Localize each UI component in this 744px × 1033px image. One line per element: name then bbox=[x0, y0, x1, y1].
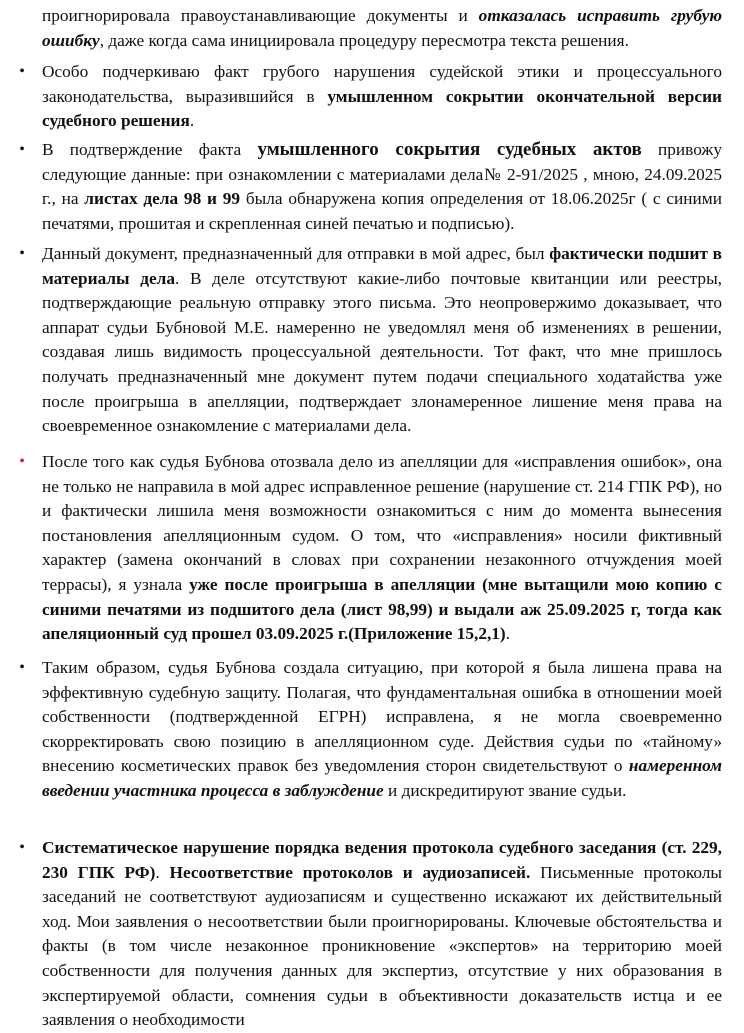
paragraph-bullet-appeal bbox=[19, 450, 722, 647]
text-segment: , даже когда сама инициировала процедуру пересмотра текста решения. bbox=[99, 30, 629, 50]
text-segment: . bbox=[189, 111, 195, 131]
paragraph-bullet-document bbox=[19, 242, 723, 439]
text-segment: Таким образом, судья Бубнова создала ситуацию, при которой я была лишена права на эффективную судебную защиту. Полагая, что фундаментальная ошибка в отношении моей собственности (подтвержденной ЕГРН) исправлена, я не могла своевременно скорректировать свою позицию в апелляционном суде. Действия судьи по «тайному» внесению косметических правок без уведомления сторон свидетельствуют о bbox=[42, 658, 722, 776]
emphasis-segment: умышленного сокрытия судебных актов bbox=[257, 139, 642, 160]
text-segment: . bbox=[155, 862, 170, 882]
bullet-icon: • bbox=[19, 245, 25, 262]
bullet-icon: • bbox=[19, 63, 25, 80]
text-segment: В подтверждение факта bbox=[42, 140, 258, 159]
text-segment: Особо подчеркиваю факт грубого нарушения судейской этики и процессуального законодательства, выразившийся в bbox=[42, 62, 722, 106]
paragraph-bullet-protocol bbox=[19, 836, 722, 1033]
red-bullet-icon: • bbox=[19, 453, 25, 470]
text-segment: была обнаружена копия определения от 18.06.2025г ( с синими печатями, прошитая и скрепленная синей печатью и подписью). bbox=[42, 189, 722, 233]
paragraph-continuation bbox=[42, 4, 722, 53]
paragraph-bullet-evidence bbox=[19, 138, 723, 236]
emphasis-segment: уже после проигрыша в апелляции (мне вытащили мою копию с синими печатями из подшитого дела (лист 98,99) и выдали аж 25.09.2025 г, тогда как апеляционный суд прошел 03.09.2025 г.(Приложение 15,2,1) bbox=[42, 574, 722, 644]
bullet-icon: • bbox=[19, 839, 25, 856]
text-segment: и дискредитируют звание судьи. bbox=[383, 780, 627, 800]
text-segment: Письменные протоколы заседаний не соответствуют аудиозаписям и существенно искажают их действительный ход. Мои заявления о несоответствии были проигнорированы. Ключевые обстоятельства и факты (в том числе незаконное проникновение «экспертов» на территорию моей собственности для получения данных для экспертиз, отсутствие у них образования в экспертируемой области, сомнения судьи в объективности доказательств истца и ее заявления о необходимости bbox=[42, 862, 722, 1030]
text-segment: проигнорировала правоустанавливающие документы и bbox=[42, 6, 479, 25]
text-segment: . В деле отсутствуют какие-либо почтовые квитанции или реестры, подтверждающие реальную отправку этого письма. Это неопровержимо доказывает, что аппарат судьи Бубновой М.Е. намеренно не уведомлял меня об изменениях в решении, создавая лишь видимость процессуальной деятельности. Тот факт, что мне пришлось получать предназначенный мне документ путем подачи специального ходатайства уже после проигрыша в апелляции, подтверждает злонамеренное лишение меня права на своевременное ознакомление с материалами дела. bbox=[42, 268, 723, 436]
bullet-icon: • bbox=[19, 659, 25, 676]
emphasis-segment: Систематическое нарушение порядка ведения протокола судебного заседания (ст. 229, 230 ГПК РФ) bbox=[42, 838, 722, 882]
emphasis-segment: отказалась исправить грубую ошибку bbox=[42, 6, 722, 50]
bullet-icon: • bbox=[19, 141, 25, 158]
emphasis-segment: намеренном введении участника процесса в заблуждение bbox=[42, 756, 722, 800]
paragraph-bullet-concealment bbox=[19, 60, 722, 134]
text-segment: привожу следующие данные: при ознакомлении с материалами дела№ 2-91/2025 , мною, 24.09.2025 г., на bbox=[42, 140, 723, 209]
text-segment: Данный документ, предназначенный для отправки в мой адрес, был bbox=[42, 244, 550, 263]
emphasis-segment: фактически подшит в материалы дела bbox=[42, 244, 722, 288]
emphasis-segment: умышленном сокрытии окончательной версии судебного решения bbox=[42, 86, 722, 131]
text-segment: После того как судья Бубнова отозвала дело из апелляции для «исправления ошибок», она не только не направила в мой адрес исправленное решение (нарушение ст. 214 ГПК РФ), но и фактически лишила меня возможности ознакомиться с ним до момента вынесения постановления апелляционным судом. О том, что «исправления» носили фиктивный характер (замена окончаний в словах при сохранении незаконного отчуждения моей террасы), я узнала bbox=[42, 452, 722, 594]
text-segment: . bbox=[505, 624, 511, 644]
paragraph-bullet-conclusion bbox=[19, 656, 722, 804]
emphasis-segment: Несоответствие протоколов и аудиозаписей. bbox=[169, 862, 531, 882]
emphasis-segment: листах дела 98 и 99 bbox=[84, 189, 241, 209]
